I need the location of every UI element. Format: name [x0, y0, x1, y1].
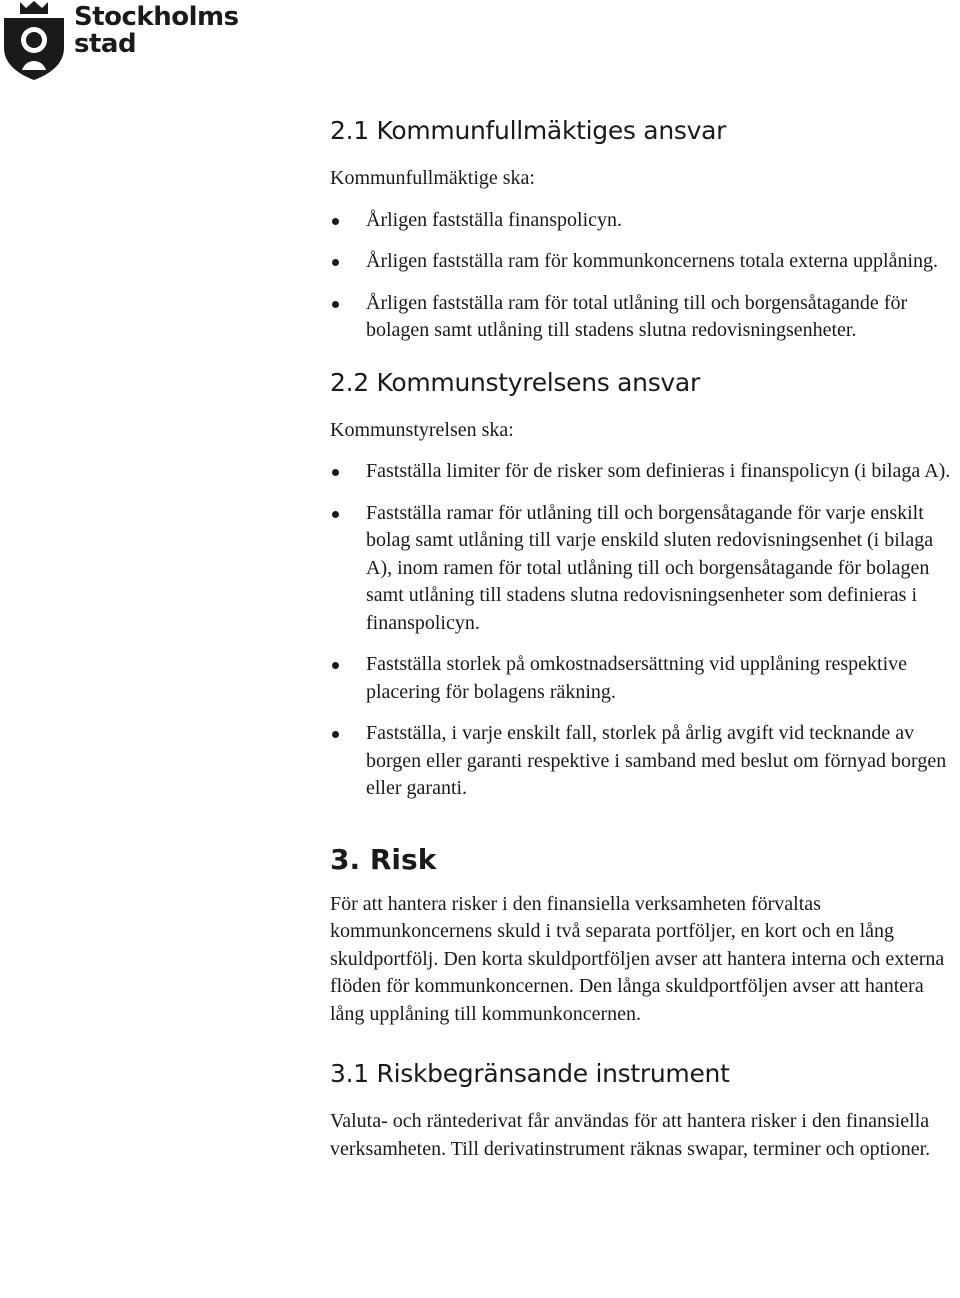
list-item: Fastställa storlek på omkostnadsersättning vid upplåning respektive placering för bolagens räkning.	[330, 651, 960, 706]
list-item: Årligen fastställa finanspolicyn.	[330, 207, 960, 235]
bullet-icon	[332, 511, 339, 518]
bullet-icon	[332, 301, 339, 308]
bullet-icon	[332, 218, 339, 225]
list-item: Fastställa limiter för de risker som definieras i finanspolicyn (i bilaga A).	[330, 458, 960, 486]
section-2-1	[330, 115, 960, 345]
section-heading: 3.1 Riskbegränsande instrument	[330, 1059, 730, 1088]
section-body: För att hantera risker i den finansiella verksamheten förvaltas kommunkoncernens skuld i två separata portföljer, en kort och en lång skuldportfölj. Den korta skuldportföljen avser att hantera interna och externa flöden för kommunkoncernen. Den långa skuldportföljen avser att hantera lång upplåning till kommunkoncernen.	[330, 892, 945, 1025]
bullet-list	[330, 207, 960, 345]
logo-text-line1: Stockholms	[74, 2, 239, 32]
section-body: Valuta- och räntederivat får användas för att hantera risker i den finansiella verksamheten. Till derivatinstrument räknas swapar, terminer och optioner.	[330, 1110, 931, 1160]
document-body	[330, 115, 960, 1163]
section-lead: Kommunfullmäktige ska:	[330, 167, 535, 189]
section-heading: 2.1 Kommunfullmäktiges ansvar	[330, 116, 727, 145]
section-3-1	[330, 1058, 960, 1163]
list-item: Årligen fastställa ram för kommunkoncernens totala externa upplåning.	[330, 248, 960, 276]
section-3	[330, 843, 960, 1029]
section-heading: 3. Risk	[330, 842, 437, 876]
bullet-icon	[332, 731, 339, 738]
section-lead: Kommunstyrelsen ska:	[330, 418, 514, 441]
logo-text-line2: stad	[74, 29, 137, 59]
stockholm-crest-icon	[0, 0, 70, 80]
list-item: Fastställa, i varje enskilt fall, storlek på årlig avgift vid tecknande av borgen eller garanti respektive i samband med beslut om förnyad borgen eller garanti.	[330, 720, 960, 803]
bullet-icon	[332, 469, 339, 476]
list-item: Fastställa ramar för utlåning till och borgensåtagande för varje enskilt bolag samt utlåning till varje enskild sluten redovisningsenhet (i bilaga A), inom ramen för total utlåning till och borgensåtagande för bolagen samt utlåning till stadens slutna redovisningsenheter som definieras i finanspolicyn.	[330, 500, 960, 638]
section-heading: 2.2 Kommunstyrelsens ansvar	[330, 367, 700, 397]
bullet-list	[330, 458, 960, 803]
section-2-2	[330, 367, 960, 803]
bullet-icon	[332, 662, 339, 669]
list-item: Årligen fastställa ram för total utlåning till och borgensåtagande för bolagen samt utlåning till stadens slutna redovisningsenheter.	[330, 290, 960, 345]
bullet-icon	[332, 259, 339, 266]
stockholm-logo	[0, 0, 240, 80]
